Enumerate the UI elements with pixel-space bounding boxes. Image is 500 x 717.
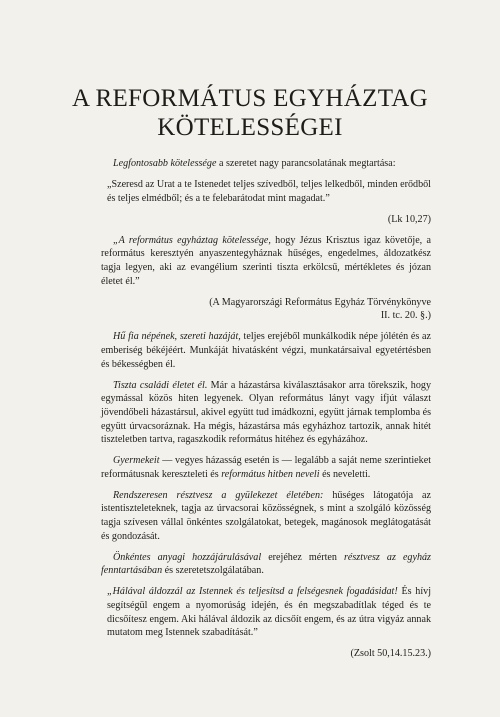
homeland-paragraph [101, 330, 431, 371]
intro-emphasis: Legfontosabb kötelessége [113, 158, 217, 169]
family-text: Már a házastársa kiválasztásakor arra törekszik, hogy egymással közös hiten legyenek. Olyan református lányt vagy ifjút választ jövendőbeli házastársul, akivel együtt tud imádkozni, együtt járnak templomba és együtt úrvacsoráznak. Ha mégis, házastársa más egyházhoz tartozik, annak hitét tiszteletben tartva, ragaszkodik református hitéhez és egyházához. [101, 379, 431, 446]
scripture-reference-2: (Zsolt 50,14.15.23.) [350, 648, 431, 660]
contribution-paragraph [101, 551, 431, 578]
contribution-emphasis: Önkéntes anyagi hozzájárulásával [113, 551, 262, 563]
law-reference-line-1: (A Magyarországi Református Egyház Törvénykönyve [209, 296, 431, 308]
congregation-paragraph [101, 489, 431, 543]
document-body [101, 157, 431, 668]
scripture-quote-2-emphasis: „Hálával áldozzál az Istennek és teljesítsd a felségesnek fogadásidat! [107, 586, 398, 598]
homeland-text: teljes erejéből munkálkodik népe jólétén és az emberiség békéjéért. Munkáját hivatásként végzi, munkatársaival egyetértésben és békességben él. [101, 331, 431, 370]
family-emphasis: Tiszta családi életet él. [113, 379, 208, 391]
children-text-end: és neveletti. [319, 468, 371, 480]
scripture-quote-2 [107, 585, 431, 639]
children-emphasis: Gyermekeit [113, 455, 160, 467]
family-paragraph [101, 379, 431, 447]
contribution-emphasis-2: résztvesz az egyház fenntartásában [101, 551, 431, 577]
title-line-1: A REFORMÁTUS EGYHÁZTAG [71, 85, 428, 112]
scripture-quote-1: „Szeresd az Urat a te Istenedet teljes szívedből, teljes lelkedből, minden erődből és teljes elmédből; és a te felebarátodat mint magadat.” [107, 179, 431, 204]
law-quote-text: hogy Jézus Krisztus igaz követője, a református keresztyén anyaszentegyháznak hűséges, engedelmes, áldozatkész tagja legyen, aki az evangélium szerinti tiszta erkölcsű, mértékletes és józan életet él.” [101, 234, 431, 287]
title-line-2: KÖTELESSÉGEI [157, 114, 343, 141]
congregation-text: hűséges látogatója az istentiszteleteknek, tagja az úrvacsorai közösségnek, s mint a szolgáló közösség tagja szívesen vállal önkéntes szolgálatokat, betegek, magánosok meglátogatását és gondozását. [101, 489, 431, 542]
contribution-text-end: és szeretetszolgálatában. [162, 565, 264, 577]
law-quote [101, 234, 431, 288]
intro-text: a szeretet nagy parancsolatának megtartása: [216, 158, 396, 169]
scripture-quote-2-text: És hívj segítségül engem a nyomorúság idején, és én megszabadítlak téged és te dicsőítesz engem. Aki hálával áldozik az dicsőít engem, és az útra vigyáz annak mutatom meg Istennek szabadítását.” [107, 586, 432, 639]
page-title [0, 84, 500, 142]
contribution-text-mid: erejéhez mérten [261, 551, 344, 563]
children-paragraph [101, 454, 431, 481]
law-reference-line-2: II. tc. 20. §.) [380, 310, 431, 322]
intro-paragraph [101, 157, 431, 171]
children-text-mid: — vegyes házasság esetén is — legalább a saját neme szerintieket reformátusnak kereszteleti és [101, 455, 431, 480]
law-reference [101, 296, 431, 323]
congregation-emphasis: Rendszeresen résztvesz a gyülekezet életében: [113, 489, 324, 501]
children-emphasis-2: református hitben neveli [221, 468, 320, 480]
scripture-reference-1: (Lk 10,27) [387, 213, 431, 225]
law-quote-emphasis: „A református egyháztag kötelessége, [113, 234, 271, 246]
homeland-emphasis: Hű fia népének, szereti hazáját, [113, 331, 241, 343]
